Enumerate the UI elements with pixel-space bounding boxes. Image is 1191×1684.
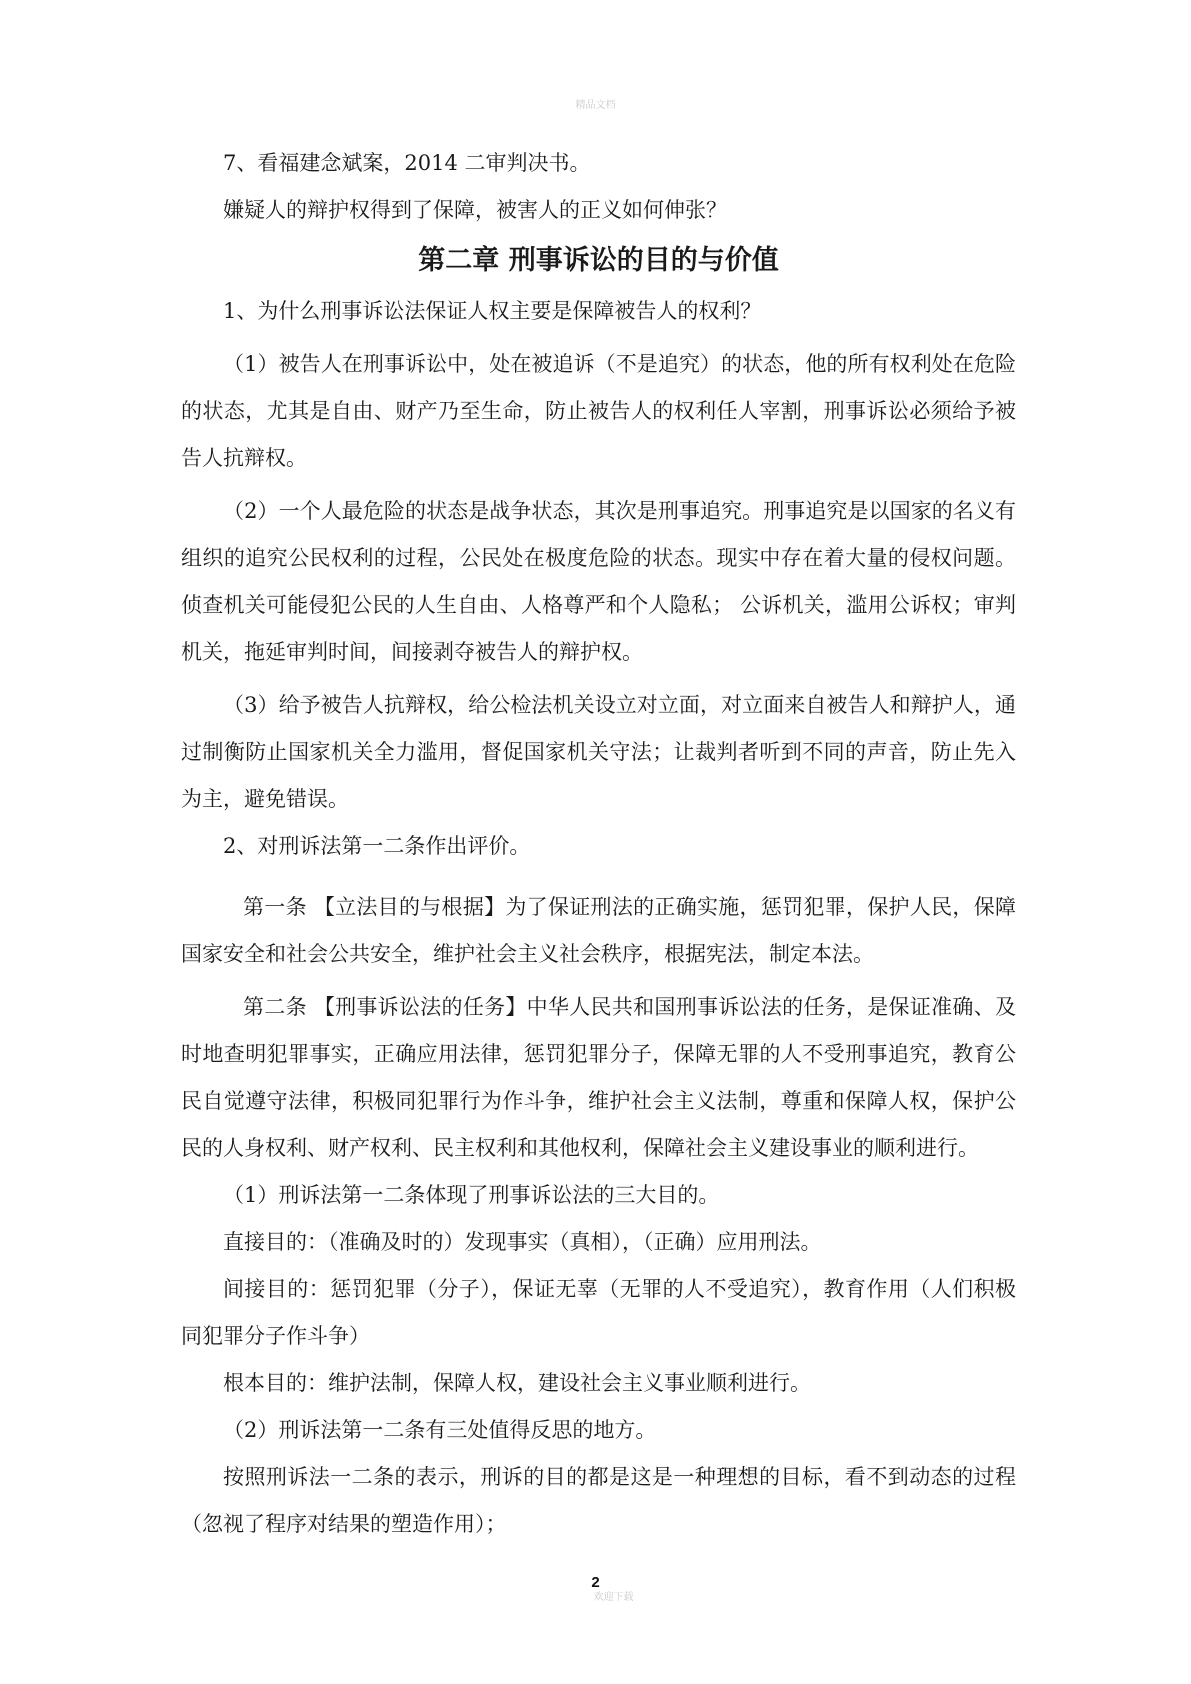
indirect-purpose: 间接目的：惩罚犯罪（分子），保证无辜（无罪的人不受追究），教育作用（人们积极同犯罪分子作斗争） (181, 1277, 1016, 1348)
paragraph-case-reference: 7、看福建念斌案，2014 二审判决书。 (223, 151, 591, 175)
paragraph-question-justice: 嫌疑人的辩护权得到了保障，被害人的正义如何伸张？ (223, 198, 727, 222)
article-2: 第二条 【刑事诉讼法的任务】中华人民共和国刑事诉讼法的任务，是保证准确、及时地查明犯罪事实，正确应用法律，惩罚犯罪分子，保障无罪的人不受刑事追究，教育公民自觉遵守法律，积极同犯罪行为作斗争，维护社会主义法制，尊重和保障人权，保护公民的人身权利、财产权利、民主权利和其他权利，保障社会主义建设事业的顺利进行。 (181, 995, 1016, 1160)
answer-1-point-2: （2）一个人最危险的状态是战争状态，其次是刑事追究。刑事追究是以国家的名义有组织的追究公民权利的过程，公民处在极度危险的状态。现实中存在着大量的侵权问题。侦查机关可能侵犯公民的人生自由、人格尊严和个人隐私； 公诉机关，滥用公诉权；审判机关，拖延审判时间，间接剥夺被告人的辩护权。 (181, 499, 1016, 664)
page-footer (0, 1574, 1191, 1604)
chapter-title: 第二章 刑事诉讼的目的与价值 (418, 245, 779, 276)
question-2: 2、对刑诉法第一二条作出评价。 (223, 834, 531, 858)
article-1: 第一条 【立法目的与根据】为了保证刑法的正确实施，惩罚犯罪，保护人民，保障国家安全和社会公共安全，维护社会主义社会秩序，根据宪法，制定本法。 (181, 895, 1016, 966)
page-number: 2 (591, 1574, 600, 1591)
header-watermark: 精品文档 (575, 100, 616, 111)
answer-1-point-1: （1）被告人在刑事诉讼中，处在被追诉（不是追究）的状态，他的所有权利处在危险的状态，尤其是自由、财产乃至生命，防止被告人的权利任人宰割，刑事诉讼必须给予被告人抗辩权。 (181, 352, 1016, 470)
answer-2-point-1: （1）刑诉法第一二条体现了刑事诉讼法的三大目的。 (223, 1183, 720, 1207)
reflection-paragraph: 按照刑诉法一二条的表示，刑诉的目的都是这是一种理想的目标，看不到动态的过程（忽视了程序对结果的塑造作用）； (181, 1465, 1016, 1536)
footer-watermark: 欢迎下载 (593, 1592, 634, 1603)
answer-1-point-3: （3）给予被告人抗辩权，给公检法机关设立对立面，对立面来自被告人和辩护人，通过制衡防止国家机关全力滥用，督促国家机关守法；让裁判者听到不同的声音，防止先入为主，避免错误。 (181, 693, 1016, 811)
direct-purpose: 直接目的：（准确及时的）发现事实（真相），（正确）应用刑法。 (223, 1230, 822, 1254)
answer-2-point-2: （2）刑诉法第一二条有三处值得反思的地方。 (223, 1418, 657, 1442)
document-body (181, 140, 1016, 1548)
fundamental-purpose: 根本目的：维护法制，保障人权，建设社会主义事业顺利进行。 (223, 1371, 811, 1395)
question-1: 1、为什么刑事诉讼法保证人权主要是保障被告人的权利？ (223, 299, 762, 323)
